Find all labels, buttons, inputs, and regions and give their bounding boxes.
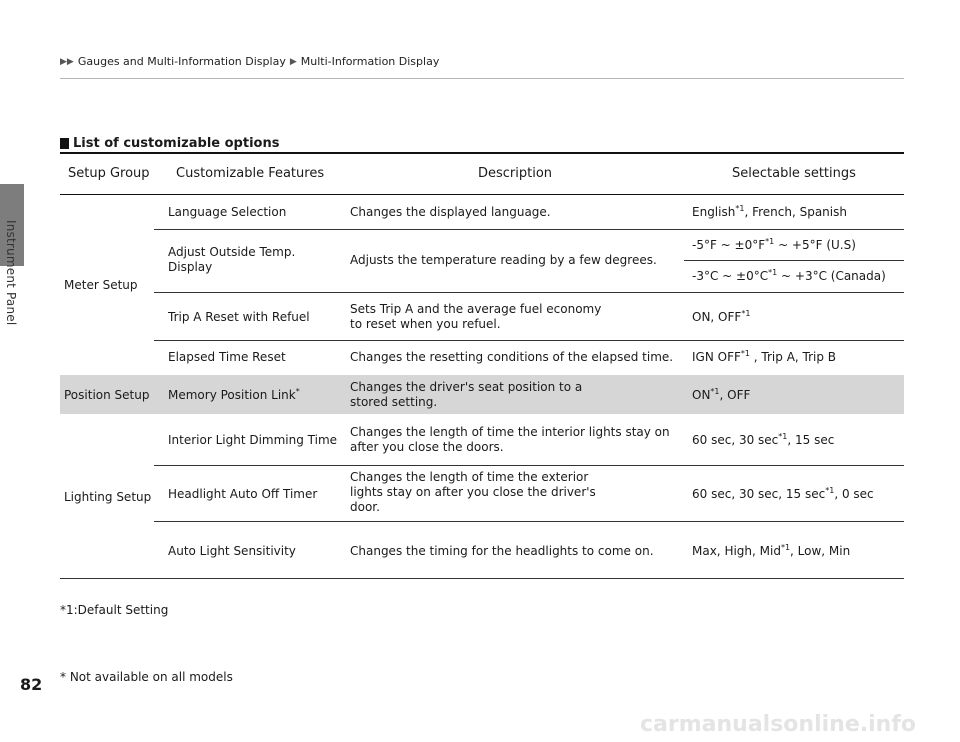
feature-light-sensitivity: Auto Light Sensitivity (168, 544, 296, 558)
watermark: carmanualsonline.info (640, 712, 916, 737)
feature-elapsed-time: Elapsed Time Reset (168, 350, 286, 364)
desc-language: Changes the displayed language. (350, 205, 551, 219)
triangle-icon: ▶▶ (60, 56, 74, 67)
feature-headlight-timer: Headlight Auto Off Timer (168, 487, 318, 501)
side-tab-label: Instrument Panel (4, 220, 18, 326)
row-divider (154, 229, 904, 230)
breadcrumb (60, 55, 439, 68)
square-bullet-icon (60, 138, 69, 149)
desc-elapsed-time: Changes the resetting conditions of the elapsed time. (350, 350, 674, 364)
desc-light-sensitivity: Changes the timing for the headlights to come on. (350, 544, 654, 558)
settings-language: English$^{*1}$, French, Spanish (692, 204, 847, 219)
group-lighting-setup: Lighting Setup (64, 490, 152, 504)
feature-language: Language Selection (168, 205, 287, 219)
desc-interior-dimming: Changes the length of time the interior lights stay on after you close the doors. (350, 425, 670, 454)
desc-memory-position: Changes the driver's seat position to a stored setting. (350, 380, 583, 409)
header-divider (60, 78, 904, 79)
settings-headlight-timer: 60 sec, 30 sec, 15 $\sec^{*1}$, 0 sec (692, 486, 874, 501)
feature-outside-temp: Adjust Outside Temp. Display (168, 245, 296, 274)
section-rule (60, 152, 904, 154)
feature-trip-a-reset: Trip A Reset with Refuel (168, 310, 310, 324)
feature-interior-dimming: Interior Light Dimming Time (168, 433, 338, 447)
settings-light-sensitivity: Max, High, Mid$^{*1}$, Low, Min (692, 543, 851, 558)
triangle-icon: ▶ (289, 56, 297, 67)
header-rule (60, 194, 904, 195)
group-position-setup: Position Setup (64, 388, 150, 402)
settings-elapsed-time: IGN OFF$^{*1}$ , Trip A, Trip B (692, 349, 837, 364)
col-header-group: Setup Group (68, 166, 150, 181)
page-number: 82 (20, 675, 43, 694)
desc-headlight-timer: Changes the length of time the exterior lights stay on after you close the driver's door. (350, 470, 596, 514)
group-meter-setup: Meter Setup (64, 278, 138, 292)
row-divider (154, 340, 904, 341)
col-header-feature: Customizable Features (176, 166, 325, 181)
breadcrumb-item-gauges[interactable]: Gauges and Multi-Information Display (77, 55, 286, 68)
footnote-default-setting: *1:Default Setting (60, 603, 169, 617)
sub-row-divider (684, 260, 904, 261)
settings-memory-position: ON$^{*1}$, OFF (692, 387, 751, 402)
settings-trip-a-reset: ON, OFF$^{*1}$ (692, 309, 751, 324)
desc-trip-a-reset: Sets Trip A and the average fuel economy to reset when you refuel. (350, 302, 602, 331)
desc-outside-temp: Adjusts the temperature reading by a few degrees. (350, 253, 657, 267)
settings-temp-us: -5°F ~ $\pm 0^\circ F^{*1}$ ~ +5°F (U.S) (692, 237, 856, 252)
feature-memory-position: Memory Position Link* (168, 387, 300, 402)
section-title (60, 136, 279, 151)
footnote-not-available: * Not available on all models (60, 670, 233, 684)
row-divider (154, 465, 904, 466)
row-divider (154, 292, 904, 293)
row-divider (154, 521, 904, 522)
section-title-text: List of customizable options (73, 136, 280, 151)
col-header-settings: Selectable settings (732, 166, 856, 181)
breadcrumb-item-mid[interactable]: Multi-Information Display (300, 55, 440, 68)
col-header-description: Description (478, 166, 553, 181)
settings-temp-canada: -3°C ~ $\pm 0^\circ C^{*1}$ ~ +3°C (Canada) (692, 268, 886, 283)
settings-interior-dimming: 60 sec, 30 $\sec^{*1}$, 15 sec (692, 432, 835, 447)
table-bottom-rule (60, 578, 904, 579)
